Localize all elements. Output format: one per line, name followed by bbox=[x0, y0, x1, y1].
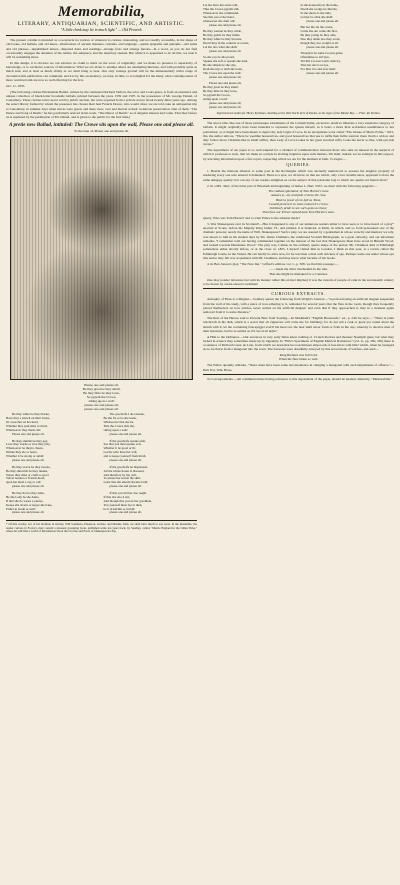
verse-line: Oftentimes to tell lyes, bbox=[300, 55, 330, 60]
epigram-line: Sublimely pride to see such gems as these; bbox=[269, 205, 328, 210]
richard-lines bbox=[203, 353, 394, 361]
ballad-imprint: Imprinted at London for Henry Kyrkham, dwelling at the little North dore of Paules, at the signe of the Blacke Boy. — Finis. Ri. Tarlton. bbox=[216, 111, 381, 116]
epigram-line: Had I a jewel of ere-full as Tome, bbox=[275, 197, 322, 202]
ballad-stanzas bbox=[6, 413, 197, 517]
verse-line: Let her be what she shall: bbox=[300, 14, 334, 19]
stanza bbox=[104, 413, 198, 437]
verse-line: please one and please all, bbox=[84, 403, 119, 408]
verse-line: Doo they smile doo they scold, bbox=[300, 37, 341, 42]
intro-paragraph: In this design, it is obvious we can advance no claim to merit on the score of originality: and we make no pretence to superiority of knowledge, or to exclusive sources of information. What we are about to attempt others are attempting likewise, and with probably quite as much zeal, and at least as much ability as we shall bring to bear. Our only vantage ground will be the immeasurably wider range of circulation this publication can command, and it is by this ascendancy, we trust, in time, to accomplish for the many, what contemporaries of more restricted aim are now so well effecting for the few. bbox=[6, 60, 197, 82]
stanza bbox=[301, 4, 395, 24]
stanza bbox=[203, 30, 297, 54]
verse-line: And therefore by my will, bbox=[103, 472, 137, 477]
verse-line: Let her doo what she shall: bbox=[203, 44, 238, 49]
verse-line: Yet this Crowes words doth try, bbox=[300, 59, 341, 64]
verse-line: Velvet bonnet or French-hood, bbox=[6, 476, 45, 481]
poem-continuation-left bbox=[203, 4, 297, 112]
verse-line: All the whole house is diseased, bbox=[103, 468, 145, 473]
verse-line: Be they white be they browne, bbox=[203, 37, 242, 42]
ballad-right-stanzas bbox=[104, 413, 198, 517]
ballad-tune: To the tune of, Please one and please all. bbox=[73, 129, 130, 134]
intro-date: Oct. 11, 1855. bbox=[6, 83, 26, 88]
verse-line: Be they shrewish be they meeke, bbox=[6, 468, 48, 473]
divider bbox=[6, 35, 197, 36]
verse-line: please one and please all. bbox=[109, 432, 142, 437]
verse-line: The Crowe sits upon the wall: bbox=[203, 71, 242, 76]
verse-line: Doeth she wedge in churche, bbox=[300, 6, 338, 11]
verse-line: please one and please all. bbox=[209, 74, 242, 79]
epigram bbox=[203, 189, 394, 214]
verse-line: See that you then speake soft, bbox=[103, 442, 142, 447]
page-columns bbox=[6, 4, 394, 879]
verse-line: If that you bid her doo ought, bbox=[109, 490, 147, 495]
verse-line: If that she doo it not, bbox=[103, 494, 131, 499]
verse-line: So she coy be she proud, bbox=[203, 55, 235, 60]
verse-line: Let her have her owne will, bbox=[203, 4, 239, 7]
masthead-motto: "A little chink may let in much light." — Old Proverb. bbox=[60, 28, 143, 32]
verse-line: Be they sluttish be they gay, bbox=[12, 438, 48, 443]
masthead bbox=[6, 4, 197, 33]
verse-line: Please one and please all, bbox=[84, 382, 119, 387]
stanza bbox=[203, 56, 297, 80]
extract-paragraph: The Rest of the Heroes said to Prevent Beer from Souring.—In Markham's "English Housewife," ed., p. 240, he says:— "There is plain witchcraft in his dish, which is a secret that all vignerons will come me for blabbing; for do not rub a cask or great pot round about the mouth with it, let the containing fark-spigget ever'll his head out, the beer shall never foam or froth in the cup, whereby to deceive men of their measures, but be as settled as if it stood all night." bbox=[203, 316, 394, 333]
epigram-line: I would present it to some monarch's crown, bbox=[268, 201, 329, 206]
verse-line: please one and please all. bbox=[12, 458, 45, 463]
verse-line: Be they wanton be they wilde, bbox=[203, 29, 242, 34]
verse-line: please one and please all. bbox=[84, 407, 119, 412]
verse-line: please one and please all. bbox=[109, 458, 142, 463]
divider bbox=[6, 520, 197, 521]
verse-line: whatsoever she doth call: bbox=[203, 18, 236, 23]
verse-line: So pypeth the Crowe, bbox=[203, 93, 231, 98]
verse-line: Be they young be they olde, bbox=[300, 33, 337, 38]
quote-line: King Richard was full bold, bbox=[279, 353, 318, 358]
query-paragraph: 3. Was Shakespeare ever in Scotland?—Has it happened to any of our numerous readers either to have seen or to have heard of a play* enacted at Scone, before his Majesty King James VI., and printed, it is believed, at Perth, in which, and so forth personated one of the dramatic persons; nearly the name of Will. Shakespeare? Such a play, we are assured by a gentleman in whose veracity and memory we rely, was shown to him in his student days by Mr. James Chalmers, the celebrated Scottish Bibliograph, as a great curiosity; and our informant remarks, "I remember well our having commented together on the interest of the fact that Shakespeare must have stood in Birnam Wood, and looked towards Dunsinane Wood." The play was, I think, in the ordinary quarto shape of the period. Mr. Chalmers died at Edinburgh somewhere either shortly before, or at the close of, 1825. I myself visited him in London, I think in that year, at a tavern called the Edinburgh Castle, in the Strand. He can hardly be alive now, for he was then a man well stricken of age. Perhaps some one under whose eye this notice may fall was acquainted with Mr. Chalmers, and may know what became of his books. bbox=[203, 221, 394, 260]
verse-line: If the goodwife speake aloft, bbox=[109, 438, 147, 443]
verse-line: Whatsoever be theyre cheere, bbox=[6, 446, 44, 451]
verse-line: Be they little be they lowe, bbox=[83, 390, 120, 395]
verse-line: please one and please all. bbox=[12, 510, 45, 515]
verse-line: Be they great be they small, bbox=[82, 386, 121, 391]
divider bbox=[203, 118, 394, 119]
verse-line: Love they worke or love they play, bbox=[6, 442, 51, 447]
correspondents-note: To Correspondents.—All communications having reference to this department of the paper, should be headed, distinctly, "Memorabilia." bbox=[207, 376, 393, 381]
verse-line: Weare they silke or cloth so good bbox=[6, 472, 49, 477]
stanza bbox=[6, 466, 100, 490]
verse-line: please one and please all. bbox=[209, 48, 242, 53]
commentary-paragraph: The department of our paper is so well adapted for a channel of communication between those who take an interest in the subjects of which it professes to treat, that we make no scruple in inviting inquiries upon such matters. We shall, indeed, set an example in this respect, by soliciting information upon a few topics, respecting which we are for the moment at fault. To begin:— bbox=[203, 148, 394, 161]
verse-line: please one and please all. bbox=[12, 484, 45, 489]
verse-line: Speake she soft or speake she loud, bbox=[203, 59, 249, 64]
verse-line: and to keepe yourself from thrall, bbox=[103, 454, 147, 459]
verse-line: Though it be some Crowes guise, bbox=[300, 51, 344, 56]
verse-line: See that you at her hand, bbox=[203, 14, 235, 19]
verse-line: Either in booth or stall: bbox=[6, 506, 36, 511]
stanza bbox=[104, 440, 198, 464]
verse-line: Keepe she tavern or keepe she bane, bbox=[6, 502, 53, 507]
verse-line: Have they a smock on their backe, bbox=[6, 416, 50, 421]
verse-line: Is she housewife in the home, bbox=[300, 4, 339, 7]
verse-line: And though that you be her goodman, bbox=[103, 498, 152, 503]
verse-line: be it in kitchin or in hall: bbox=[103, 506, 136, 511]
stanza bbox=[301, 52, 395, 76]
verse-line: Come she out come she first, bbox=[300, 29, 338, 34]
stanza bbox=[203, 82, 297, 110]
query-paragraph: Query, Who was Tom Horten? and to what Prince is the allusion made? bbox=[203, 215, 300, 220]
stanza bbox=[104, 466, 198, 490]
verse-line: Whatsoever they them call: bbox=[6, 428, 41, 433]
epigram-line: Therefore our Prince should have Tom Horten's nose. bbox=[262, 209, 335, 214]
stanza bbox=[104, 492, 198, 516]
masthead-subtitle: LITERARY, ANTIQUARIAN, SCIENTIFIC, AND ARTISTIC. bbox=[17, 21, 186, 27]
verse-line: That her tale is no lye, bbox=[300, 63, 330, 68]
verse-line: though they doo weight at all: bbox=[300, 40, 339, 45]
left-column bbox=[6, 4, 197, 879]
verse-line: This the Crowe bids me, bbox=[103, 424, 135, 429]
verse-line: If that she do weare a placke, bbox=[6, 498, 44, 503]
verse-line: please one and please all, bbox=[209, 101, 242, 106]
verse-line: Be she Lady be she dame, bbox=[6, 494, 40, 499]
epigram-line: The radiant splendour of Tom Horten's nose bbox=[268, 189, 329, 194]
extract-paragraph: Antiquity of Fleas to a Magnet.—Southey quotes the following from Wright's Journal:—"A person having an artificial magnet suspended from the wall of his study, with a piece of iron adhering to it, remarked for several years that the flies in the room, though they frequently placed themselves on iron articles, never settled on the artificial magnet; and even that if they approached it, they in a moment again removed from it to some distance." bbox=[203, 297, 394, 315]
quote-line: When his flies bitten so well. bbox=[278, 357, 319, 362]
verse-line: The goodwife I doo meane, bbox=[109, 412, 145, 417]
quote-line: That she might be mistaken for a Countess. bbox=[269, 271, 328, 276]
verse-line: Least that she should alwaise brall: bbox=[103, 480, 149, 485]
verse-line: Doth she trip or doth she trede, bbox=[203, 67, 243, 72]
query-paragraph: 2. In a MS. diary of the latter part of Elizabeth and beginning of James I., Harl. 5353, we meet with the following epigram:— bbox=[207, 183, 378, 188]
query-paragraph: 4. In Ben Jonson's play, "The New Inn," Gifford's edition, vol. v., p. 308, we find this passage:— bbox=[207, 261, 339, 266]
epigram-line: Amazes p—ety and pide crowns the rose, bbox=[270, 193, 327, 198]
verse-line: Whether it be strong or small: bbox=[6, 454, 45, 459]
verse-line: please one and please all. bbox=[306, 71, 339, 76]
verse-under-woodcut bbox=[6, 383, 197, 412]
verse-line: sitting upon a wall: bbox=[103, 428, 129, 433]
verse-line: But not the ale the cruste, bbox=[300, 25, 334, 30]
verse-line: Be she simple be she slye, bbox=[203, 63, 237, 68]
queries-heading: QUERIES. bbox=[286, 162, 311, 168]
verse-line: For thus it is and ever shall: bbox=[300, 67, 336, 72]
verse-line: sitting upon a wall: bbox=[203, 97, 228, 102]
ballad-introduction: [The following curious Elizabethan Ballad, written by the celebrated Richard Tarlton, the actor and Court-jester, is from an extensive and unique collection of black-letter broadside ballads, printed between the years 1559 and 1597, in the possession of Mr. George Daniel, of Canonbury. These curious relics never sold by public auction, but were acquired from a private source about twenty-three years ago. Among the select library formed by whom the possessor has chosen their best Francis Douce, who would often, we are told, take an antiquarian trip to Canonbury, in summer days when leaves were green, and there view, over and marvel at their wondrous preservation. One of them, "The Dance and Song of Death," he has particularly noticed in his work, "The Dance of Death," as of singular interest and value. That they before us is reprinted by the permission of Mr. Daniel, and is given to the public for the first time.] bbox=[6, 89, 197, 120]
verse-line: Please one and please all. bbox=[12, 432, 45, 437]
jonson-quote bbox=[203, 267, 394, 275]
stanza bbox=[203, 4, 297, 28]
footnote: * Of this worthy, not of his brethren in motley, Will Sommers, Patenson, Archee, and Muckle John, we shall have much to say anon. In the meantime, the reader curious in Foolery, may consult a pleasant gossiping book, published some ten years back, by Sandley, called, "Merrie England in the Olden Time," where he will find a world of information about the Clowns and Fools of Shakespeare's day. bbox=[6, 521, 197, 534]
stanza bbox=[6, 413, 100, 437]
verse-line: Whatsoever that she be, bbox=[103, 420, 134, 425]
verse-line: Whatsoever she commaund, bbox=[203, 10, 240, 15]
woodcut-illustration bbox=[10, 136, 193, 380]
verse-line: please one and please all. bbox=[109, 484, 142, 489]
quote-line: ——made me drive bareheaded in the rain, bbox=[269, 267, 328, 272]
verse-line: upon her head a cap or call: bbox=[6, 480, 42, 485]
extract-paragraph: The Editor quaintly remarks, "There must have been some inconvenience in charging a mangonel with such implements of offence."—Ibid. Ext. Wm. Hone. bbox=[203, 363, 394, 372]
verse-line: Be they sowre be they sweete, bbox=[12, 464, 51, 469]
verse-line: please one and please all. bbox=[306, 44, 339, 49]
verse-line: So pypeth the Crowe, bbox=[86, 395, 117, 400]
divider bbox=[203, 288, 394, 289]
verse-line: Or a kercher on her head, bbox=[6, 420, 39, 425]
verse-line: Be they little be they lowe, bbox=[203, 89, 238, 94]
intro-paragraph: The present column is intended as a receptacle for notices of whatever is curious, interesting, and not readily accessible, in the shape of old books, old ballads, and old tunes—illustrations of ancient manners, customs, and language—quaint epigrams and epitaphs—odd sums and old phrases—unpublished letters—disputed dates and readings—strange facts and strange fancies—in a word, as you do not find occasionally engages the attention of the author, the antiquary, and the desultory student. But while it is appointed to do all this, we trust it will be something more. bbox=[6, 38, 197, 59]
extract-paragraph: A Hint to the Ordnance.—Our ancestors in very early times knew nothing of 13-inch mortars and monster Nasmyth guns; but what they lacked in science they sometimes made up by ingenuity. In "Ellis's Specimens of English Metrical Romances" (vol. ii., pp. 260, 265) there is a romance of Richard Coeur de Lion, from which we learn that he took thirteen ship-loads of bee-hives with him! which, when he besieged Acre, he threw from a mangonel into the town. The Saracens were dreadfully annoyed by this novel mode of warfare, and said:— bbox=[203, 334, 394, 352]
verse-line: Drinke they ale or beere, bbox=[6, 450, 38, 455]
query-paragraph: One may ponder laborious but with its manner rather this extract implies) it was the custom of people of rank in the seventeenth century to be drawn by a hare-snored coachman! bbox=[203, 277, 394, 286]
verse-line: Be they hot be they lame, bbox=[12, 490, 45, 495]
verse-line: Is she shorte is she talle, bbox=[300, 10, 332, 15]
verse-line: Let the wife have her will, bbox=[103, 450, 138, 455]
commentary-paragraph: The above Ode, like one of those picturesque adornments of the Cairneh hymn, exceed no doubt in illustrate a very extensive category of ballads. It might originally have been intended to represent the Queen herself, as it bears a more than accidental resemblance to her portraiture; or, it might have been meant to depict my lady Light of Love. In an anonymous work called "The Glasse of Man's Follie," 1615, ibn, the author tells us, "There be wealthie housewives, and good housewives that use to ruffle their fullie wanton; there liveth a widow and they follow more Christian-like in small ruffles, than Lady of Love lookes in her great starched ruffs, looks the never so like, with eye-lids awaye." bbox=[203, 121, 394, 147]
divider bbox=[203, 374, 394, 375]
verse-line: Whether they spin silke or thred, bbox=[6, 424, 48, 429]
ballad-heading: A pretie new Ballad, intituled: The Crowe sits upon the wall, Please one and please all. bbox=[8, 122, 195, 129]
verse-line: sitting upon a wall: bbox=[88, 399, 115, 404]
ballad-left-stanzas bbox=[6, 413, 100, 517]
stanza bbox=[6, 492, 100, 516]
verse-line: please one and please all. bbox=[209, 105, 242, 110]
masthead-title: Memorabilia, bbox=[57, 4, 146, 20]
query-paragraph: 1. Beside the mistook allusion to some post in the Roxburghe which was anciently understood to possess the singular property of rendering every one who entered it demented. There is a spot, we all know, in that ere which, only a few months since, appeared to have the same unhappy quality; but can any of our readers enlighten us on the subject of that particular bog to which our quaint old friend refers? bbox=[203, 169, 394, 182]
verse-line: Dwell they in the countrie or towne, bbox=[203, 40, 250, 45]
verse-line: Whether it be good or ill, bbox=[103, 446, 136, 451]
verse-line: If the goodwife be displeased, bbox=[109, 464, 148, 469]
verse-line: Be she fat or be she leane, bbox=[103, 416, 137, 421]
stanza bbox=[301, 26, 395, 50]
verse-line: To please her learne the skill, bbox=[103, 476, 141, 481]
poem-continuation bbox=[203, 4, 394, 112]
verse-line: Please one and please all, bbox=[209, 81, 242, 86]
stanza bbox=[6, 440, 100, 464]
verse-line: You yourself must doo it then, bbox=[103, 502, 143, 507]
right-column bbox=[203, 4, 394, 879]
verse-line: Thus the Crowe pypeth still, bbox=[203, 6, 240, 11]
verse-line: please one and please all. bbox=[209, 22, 242, 27]
verse-line: Be they white be they blacke, bbox=[12, 412, 50, 417]
verse-line: please one and please all. bbox=[109, 510, 142, 515]
verse-line: please one and please all. bbox=[306, 18, 339, 23]
verse-line: Be they gentle be they milde, bbox=[203, 33, 241, 38]
extracts-heading: CURIOUS EXTRACTS. bbox=[271, 290, 326, 296]
verse-line: Be they great be they small, bbox=[203, 85, 239, 90]
poem-continuation-right bbox=[301, 4, 395, 112]
